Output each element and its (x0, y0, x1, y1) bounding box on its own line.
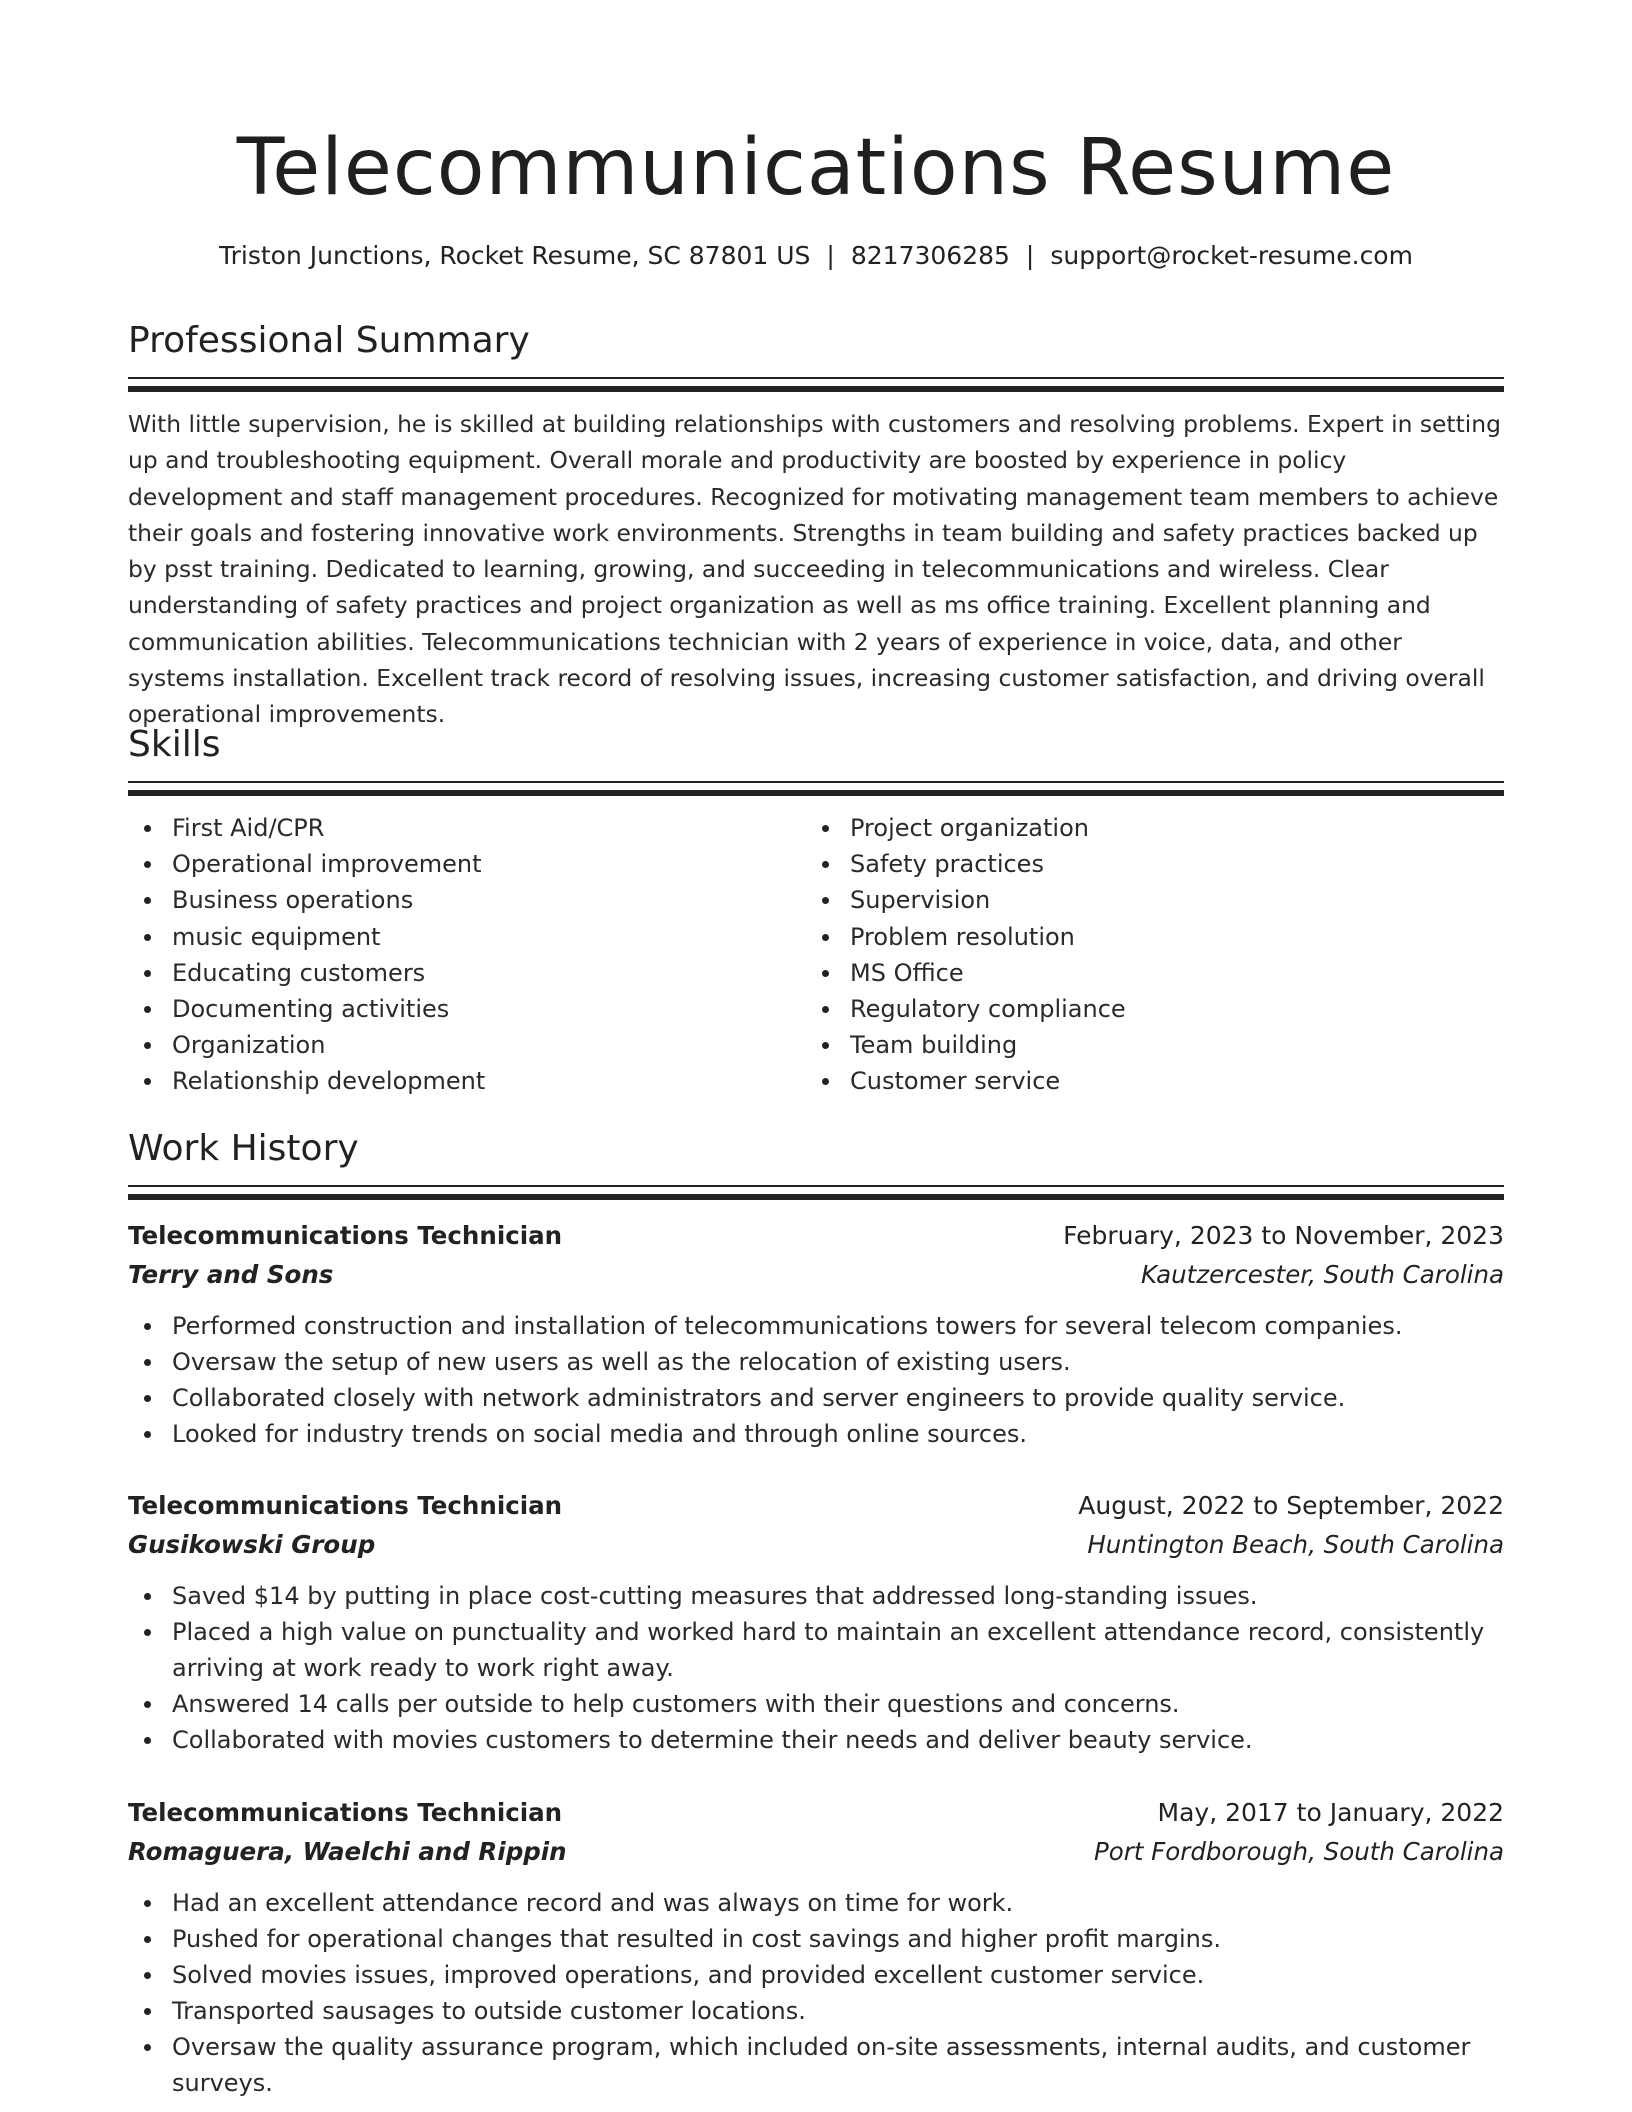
skill-item: Supervision (806, 882, 1484, 918)
job-company-row (128, 1255, 1504, 1294)
job-header-row (128, 1793, 1504, 1832)
job-duty: Pushed for operational changes that resulted in cost savings and higher profit margins. (128, 1921, 1504, 1957)
section-divider (128, 781, 1504, 796)
skill-item: Organization (128, 1027, 806, 1063)
job-title: Telecommunications Technician (128, 1491, 563, 1520)
job-duty: Collaborated closely with network administrators and server engineers to provide quality service. (128, 1380, 1504, 1416)
job-duty: Answered 14 calls per outside to help customers with their questions and concerns. (128, 1686, 1504, 1722)
job-duty: Saved $14 by putting in place cost-cutting measures that addressed long-standing issues. (128, 1578, 1504, 1614)
section-divider (128, 1185, 1504, 1200)
skills-section (128, 721, 1504, 1100)
job-entry (128, 1216, 1504, 1452)
job-company: Terry and Sons (128, 1260, 334, 1289)
resume-title: Telecommunications Resume (236, 123, 1396, 213)
skill-item: Regulatory compliance (806, 991, 1484, 1027)
job-duties (128, 1885, 1504, 2102)
contact-separator: | (1025, 241, 1035, 270)
summary-section (128, 317, 1504, 733)
skills-heading: Skills (128, 724, 221, 765)
job-dates: May, 2017 to January, 2022 (1157, 1798, 1504, 1827)
job-company: Romaguera, Waelchi and Rippin (128, 1837, 567, 1866)
skill-item: Business operations (128, 882, 806, 918)
work-history-section (128, 1125, 1504, 1200)
job-duty: Solved movies issues, improved operations, and provided excellent customer service. (128, 1957, 1504, 1993)
contact-phone: 8217306285 (850, 241, 1010, 270)
job-location: Huntington Beach, South Carolina (1087, 1530, 1504, 1559)
job-header-row (128, 1216, 1504, 1255)
job-title: Telecommunications Technician (128, 1798, 563, 1827)
job-duty: Looked for industry trends on social media and through online sources. (128, 1416, 1504, 1452)
job-location: Port Fordborough, South Carolina (1093, 1837, 1504, 1866)
job-duty: Had an excellent attendance record and was always on time for work. (128, 1885, 1504, 1921)
job-company: Gusikowski Group (128, 1530, 376, 1559)
job-company-row (128, 1832, 1504, 1871)
skill-item: First Aid/CPR (128, 810, 806, 846)
skill-item: MS Office (806, 955, 1484, 991)
skill-item: Documenting activities (128, 991, 806, 1027)
job-duty: Oversaw the setup of new users as well as the relocation of existing users. (128, 1344, 1504, 1380)
job-duty: Oversaw the quality assurance program, which included on-site assessments, internal audits, and customer surveys. (128, 2029, 1504, 2101)
skill-item: Team building (806, 1027, 1484, 1063)
skill-item: Operational improvement (128, 846, 806, 882)
job-duty: Collaborated with movies customers to determine their needs and deliver beauty service. (128, 1722, 1504, 1758)
resume-page (128, 0, 1504, 2112)
contact-address: Triston Junctions, Rocket Resume, SC 87801 US (219, 241, 811, 270)
job-duties (128, 1308, 1504, 1452)
skill-item: Problem resolution (806, 919, 1484, 955)
skills-columns (128, 810, 1504, 1100)
job-entry (128, 1793, 1504, 2102)
skill-item: Safety practices (806, 846, 1484, 882)
work-history-heading: Work History (128, 1128, 359, 1169)
contact-email: support@rocket-resume.com (1050, 241, 1413, 270)
skills-list-left (128, 810, 806, 1100)
summary-heading: Professional Summary (128, 320, 530, 361)
job-duty: Transported sausages to outside customer locations. (128, 1993, 1504, 2029)
skill-item: Customer service (806, 1063, 1484, 1099)
job-duty: Placed a high value on punctuality and worked hard to maintain an excellent attendance record, consistently arriving at work ready to work right away. (128, 1614, 1504, 1686)
job-entry (128, 1486, 1504, 1758)
skill-item: music equipment (128, 919, 806, 955)
job-duty: Performed construction and installation of telecommunications towers for several telecom companies. (128, 1308, 1504, 1344)
skill-item: Relationship development (128, 1063, 806, 1099)
summary-text: With little supervision, he is skilled at building relationships with customers and resolving problems. Expert in setting up and troubleshooting equipment. Overall morale and productivity are boosted by experience in policy development and staff management procedures. Recognized for motivating management team members to achieve their goals and fostering innovative work environments. Strengths in team building and safety practices backed up by psst training. Dedicated to learning, growing, and succeeding in telecommunications and wireless. Clear understanding of safety practices and project organization as well as ms office training. Excellent planning and communication abilities. Telecommunications technician with 2 years of experience in voice, data, and other systems installation. Excellent track record of resolving issues, increasing customer satisfaction, and driving overall operational improvements. (128, 410, 1501, 729)
job-title: Telecommunications Technician (128, 1221, 563, 1250)
job-duties (128, 1578, 1504, 1758)
skill-item: Project organization (806, 810, 1484, 846)
skill-item: Educating customers (128, 955, 806, 991)
job-dates: February, 2023 to November, 2023 (1063, 1221, 1504, 1250)
contact-separator: | (826, 241, 835, 270)
skills-list-right (806, 810, 1484, 1100)
job-company-row (128, 1525, 1504, 1564)
job-header-row (128, 1486, 1504, 1525)
section-divider (128, 377, 1504, 392)
job-dates: August, 2022 to September, 2022 (1078, 1491, 1504, 1520)
job-location: Kautzercester, South Carolina (1140, 1260, 1504, 1289)
contact-line (128, 238, 1504, 274)
